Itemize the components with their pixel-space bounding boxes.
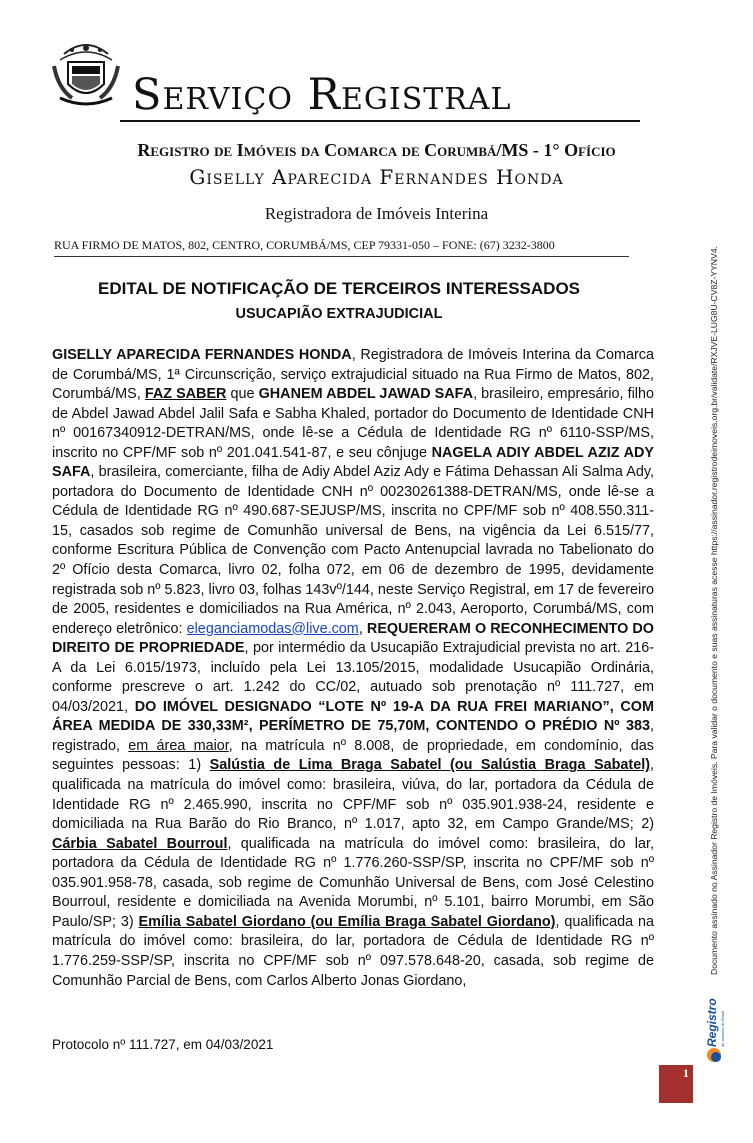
body-text: , registrado, — [52, 718, 654, 754]
protocol-footer: Protocolo nº 111.727, em 04/03/2021 — [52, 1037, 274, 1052]
applicant-name: GHANEM ABDEL JAWAD SAFA — [258, 386, 474, 403]
document-title: EDITAL DE NOTIFICAÇÃO DE TERCEIROS INTERESSADOS — [97, 279, 581, 298]
body-text: , brasileira, comerciante, filha de Adiy Abdel Aziz Ady e Fátima Dehassan Ali Salma Ady, portadora do Documento de Identidade CNH nº 00230261388-DETRAN/MS, onde lê-se a Cédula de Identidade RG nº 490.687-SEJUSP/MS, inscrita no CPF/MF sob nº 408.550.311-15, casados sob regime de Comunhão universal de Bens, na vigência da Lei 6.515/77, conforme Escritura Pública de Convenção com Pacto Antenupcial lavrada no Tabelionato do 2º Ofício desta Comarca, livro 02, folha 072, em 06 de dezembro de 1995, devidamente registrada sob nº 5.823, livro 03, folhas 143vº/144, neste Serviço Registral, em 17 de fevereiro de 2005, residentes e domiciliados na Rua América, nº 2.043, Aeroporto, Corumbá/MS, com endereço eletrônico: — [52, 464, 654, 637]
request-statement: REQUERERAM O RECONHECIMENTO DO DIREITO DE PROPRIEDADE — [52, 620, 654, 657]
signature-validation-note — [706, 160, 728, 980]
faz-saber: FAZ SABER — [144, 386, 227, 403]
registrar-role: Registradora de Imóveis Interina — [264, 204, 489, 223]
body-text: , na matrícula nº 8.008, de propriedade, em condomínio, das seguintes pessoas: 1) — [52, 737, 654, 774]
property-description: DO IMÓVEL DESIGNADO “LOTE Nº 19-A DA RUA FREI MARIANO”, COM ÁREA MEDIDA DE 330,33M², PERÍMETRO DE 75,70M, CONTENDO O PRÉDIO Nº 383 — [52, 698, 654, 735]
office-address: RUA FIRMO DE MATOS, 802, CENTRO, CORUMBÁ/MS, CEP 79331-050 – FONE: (67) 3232-3800 — [54, 238, 555, 252]
owner-name-1: Salústia de Lima Braga Sabatel (ou Salústia Braga Sabatel) — [209, 757, 650, 774]
registrar-name-inline: GISELLY APARECIDA FERNANDES HONDA — [52, 347, 352, 363]
validation-text: Documento assinado no Assinador Registro de Imóveis. Para validar o documento e suas assinaturas acesse https://assinador.registrodeimoveis.org.br/validate/RXJVE-LUG8U-CV8Z-YYNV4. — [709, 246, 719, 975]
owner-name-3: Emília Sabatel Giordano (ou Emília Braga Sabatel Giordano) — [138, 913, 556, 930]
spouse-name: NAGELA ADIY ABDEL AZIZ ADY SAFA — [52, 444, 654, 481]
registrar-name: Giselly Aparecida Fernandes Honda — [189, 165, 564, 189]
body-text: que — [226, 386, 259, 403]
body-text: , qualificada na matrícula do imóvel como: brasileira, do lar, portadora de Cédula de Identidade RG nº 1.776.259-SSP/SP, inscrita no CPF/MF sob nº 097.578.648-20, casada, sob regime de Comunhão Parcial de Bens, com Carlos Alberto Jonas Giordano, — [52, 913, 654, 989]
area-maior: em área maior — [128, 737, 229, 754]
body-text: , Registradora de Imóveis Interina da Comarca de Corumbá/MS, 1ª Circunscrição, serviço extrajudicial situado na Rua Firmo de Matos, 802, Corumbá/MS, — [52, 347, 654, 403]
body-text: , por intermédio da Usucapião Extrajudicial prevista no art. 216-A da Lei 6.015/1973, incluído pela Lei 13.105/2015, modalidade Usucapião Ordinária, conforme prescreve o art. 1.242 do CC/02, autuado sob prenotação nº 111.727, em 04/03/2021, — [52, 640, 654, 715]
body-text: , — [358, 620, 367, 637]
office-name: Registro de Imóveis da Comarca de Corumbá/MS - 1° Ofício — [137, 140, 616, 160]
page-number: 1 — [683, 1066, 689, 1080]
owner-name-2: Cárbia Sabatel Bourroul — [52, 835, 228, 852]
document-subtitle: USUCAPIÃO EXTRAJUDICIAL — [235, 306, 443, 322]
brand-divider — [120, 120, 640, 122]
address-divider — [54, 256, 629, 257]
logo-subtext: de Imóveis do Brasil — [720, 1010, 725, 1047]
notice-body — [52, 346, 654, 991]
body-text: , brasileiro, empresário, filho de Abdel Jawad Abdel Jalil Safa e Sabha Khaled, portador do Documento de Identidade CNH nº 00167340912-DETRAN/MS, onde lê-se a Cédula de Identidade RG nº 6110-SSP/MS, inscrito no CPF/MF sob nº 201.041.541-87, e seu cônjuge — [52, 386, 654, 461]
registro-logo-icon — [694, 985, 730, 1065]
coat-of-arms-icon — [50, 40, 122, 108]
email-link[interactable]: eleganciamodas@live.com — [186, 620, 359, 637]
logo-text: Registro — [705, 998, 719, 1047]
body-text: , qualificada na matrícula do imóvel como: brasileira, viúva, do lar, portadora da Cédula de Identidade RG nº 2.465.990, inscrita no CPF/MF sob nº 035.901.938-24, residente e domiciliada na Rua Barão do Rio Branco, nº 1.017, apto 32, em Campo Grande/MS; 2) — [52, 757, 654, 833]
body-text: , qualificada na matrícula do imóvel como: brasileira, do lar, portadora da Cédula de Identidade RG nº 1.776.260-SSP/SP, inscrita no CPF/MF sob nº 035.901.958-78, casada, sob regime de Comunhão Universal de Bens, com José Celestino Bourroul, residente e domiciliada na Avenida Morumbi, nº 5.101, bairro Morumbi, em São Paulo/SP; 3) — [52, 835, 654, 930]
brand-title: Serviço Registral — [132, 70, 512, 120]
